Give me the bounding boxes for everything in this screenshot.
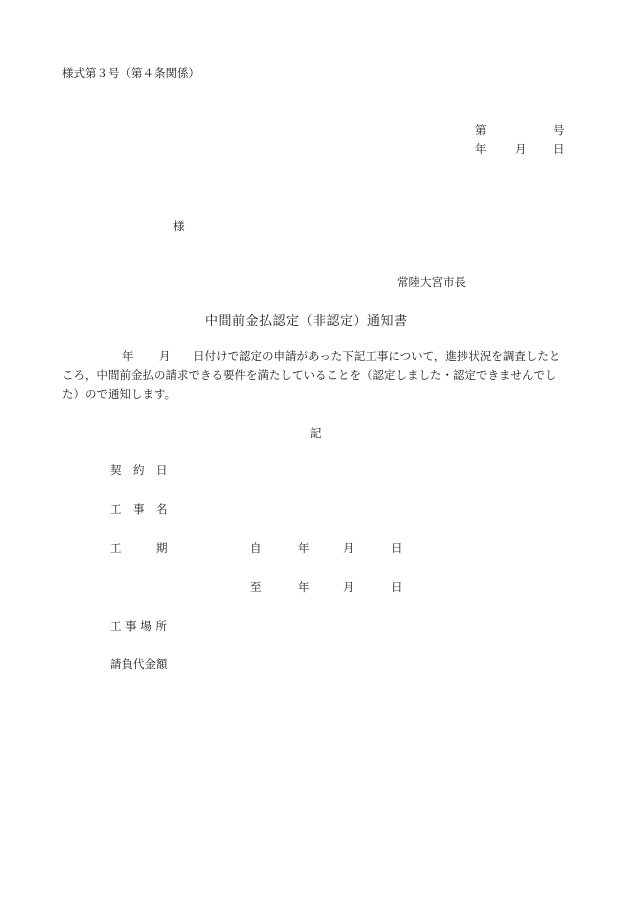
period-to-day: 日: [391, 580, 403, 594]
period-to-year: 年: [298, 580, 310, 594]
item-amount: 請負代金額: [110, 657, 168, 671]
doc-number-prefix: 第: [475, 123, 487, 137]
item-period: 工 期: [110, 541, 168, 555]
doc-number-suffix: 号: [553, 123, 565, 137]
item-contract-date: 契 約 日: [110, 463, 168, 477]
document-title: 中間前金払認定（非認定）通知書: [205, 314, 408, 329]
record-heading: 記: [310, 426, 322, 440]
period-from-day: 日: [391, 541, 403, 555]
period-from-year: 年: [298, 541, 310, 555]
period-from-label: 自: [250, 541, 262, 555]
period-from-month: 月: [343, 541, 355, 555]
body-line-3: た）ので通知します。: [62, 387, 177, 401]
period-to-month: 月: [343, 580, 355, 594]
form-number: 様式第３号（第４条関係）: [62, 66, 200, 80]
item-location: 工 事 場 所: [110, 619, 167, 633]
body-line-2: ころ，中間前金払の請求できる要件を満たしていることを（認定しました・認定できませんでし: [62, 368, 557, 382]
period-to-label: 至: [250, 580, 262, 594]
date-month-label: 月: [515, 142, 527, 156]
body-month-label: 月: [159, 349, 171, 363]
date-day-label: 日: [553, 142, 565, 156]
body-year-label: 年: [122, 349, 134, 363]
issuer-name: 常陸大宮市長: [397, 275, 466, 289]
body-line-1: 日付けで認定の申請があった下記工事について，進捗状況を調査したと: [193, 349, 561, 363]
addressee-honorific: 様: [173, 219, 185, 233]
item-work-name: 工 事 名: [110, 502, 168, 516]
date-year-label: 年: [475, 142, 487, 156]
